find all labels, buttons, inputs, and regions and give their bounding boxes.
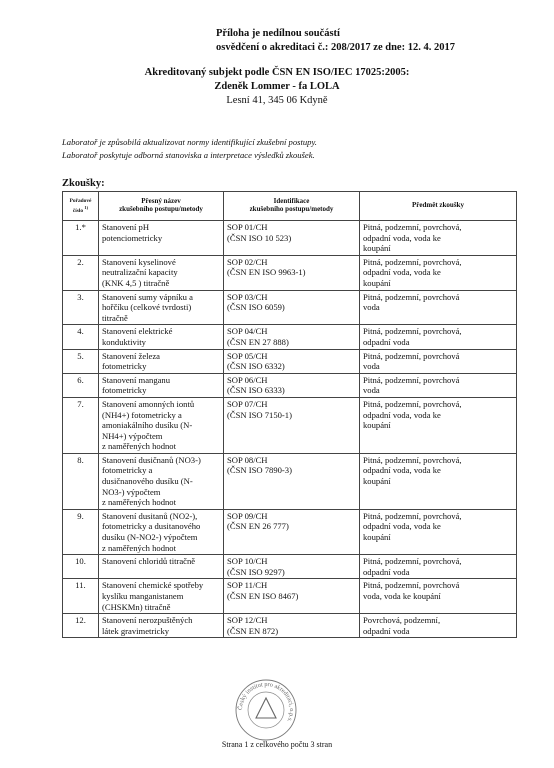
- cell-line: Pitná, podzemní, povrchová,: [363, 326, 462, 337]
- note-2: Laboratoř poskytuje odborná stanoviska a interpretace výsledků zkoušek.: [62, 150, 315, 160]
- test-subject-cell: [360, 614, 517, 638]
- test-subject-cell: [360, 397, 517, 453]
- cell-line: konduktivity: [102, 336, 146, 347]
- table-row: [63, 453, 517, 509]
- method-id-cell: [224, 555, 360, 579]
- cell-line: fotometricky: [102, 385, 147, 396]
- cell-line: Stanovení železa: [102, 350, 160, 361]
- table-row: [63, 255, 517, 290]
- table-row: [63, 579, 517, 614]
- method-id-cell: [224, 397, 360, 453]
- row-number: 10.: [63, 555, 99, 579]
- cell-line: látek gravimetricky: [102, 625, 170, 636]
- cell-line: (ČSN EN ISO 9963-1): [227, 267, 306, 278]
- subject-name: Zdeněk Lommer - fa LOLA: [214, 81, 340, 92]
- cell-line: Pitná, podzemní, povrchová: [363, 350, 460, 361]
- test-subject-cell: [360, 255, 517, 290]
- cell-line: odpadní voda: [363, 625, 410, 636]
- method-id-cell: [224, 614, 360, 638]
- row-number: 12.: [63, 614, 99, 638]
- cell-line: (ČSN EN 26 777): [227, 521, 289, 532]
- stamp-logo-icon: [256, 698, 276, 718]
- method-id-cell: [224, 453, 360, 509]
- header-number-line-1: Pořadové: [69, 198, 92, 204]
- row-number: 5.: [63, 349, 99, 373]
- cell-line: amoniakálního dusíku (N-: [102, 420, 193, 431]
- cell-line: SOP 04/CH: [227, 326, 268, 337]
- cell-line: SOP 08/CH: [227, 454, 268, 465]
- method-id-cell: [224, 579, 360, 614]
- cell-line: Stanovení elektrické: [102, 326, 173, 337]
- header-test-subject: Předmět zkoušky: [360, 192, 517, 221]
- cell-line: Pitná, podzemní, povrchová: [363, 374, 460, 385]
- cell-line: fotometricky: [102, 361, 147, 372]
- method-id-cell: [224, 509, 360, 554]
- table-row: [63, 290, 517, 325]
- method-id-cell: [224, 290, 360, 325]
- test-subject-cell: [360, 579, 517, 614]
- header-id-line-2: zkušebního postupu/metody: [249, 205, 334, 213]
- row-number: 7.: [63, 397, 99, 453]
- method-id-cell: [224, 255, 360, 290]
- method-name-cell: [99, 509, 224, 554]
- section-title: Zkoušky:: [62, 178, 105, 189]
- table-row: [63, 509, 517, 554]
- cell-line: voda: [363, 385, 380, 396]
- cell-line: odpadní voda, voda ke: [363, 232, 441, 243]
- method-name-cell: [99, 373, 224, 397]
- cell-line: dusičnanového dusíku (N-: [102, 476, 193, 487]
- cell-line: Pitná, podzemní, povrchová,: [363, 398, 462, 409]
- cell-line: SOP 10/CH: [227, 556, 268, 567]
- cell-line: koupání: [363, 243, 391, 254]
- cell-line: koupání: [363, 476, 391, 487]
- cell-line: z naměřených hodnot: [102, 441, 176, 452]
- table-row: [63, 555, 517, 579]
- row-number: 4.: [63, 325, 99, 349]
- cell-line: Stanovení manganu: [102, 374, 171, 385]
- cell-line: Stanovení pH: [102, 222, 150, 232]
- accredited-subject: [0, 66, 554, 108]
- cell-line: koupání: [363, 532, 391, 543]
- test-subject-cell: [360, 373, 517, 397]
- note-1: Laboratoř je způsobilá aktualizovat normy identifikující zkušební postupy.: [62, 137, 317, 147]
- cell-line: SOP 07/CH: [227, 398, 268, 409]
- accreditation-stamp: [234, 678, 298, 742]
- cell-line: neutralizační kapacity: [102, 267, 178, 278]
- row-number: 1.*: [63, 221, 99, 256]
- test-subject-cell: [360, 349, 517, 373]
- cell-line: odpadní voda, voda ke: [363, 267, 441, 278]
- cell-line: Stanovení nerozpuštěných: [102, 615, 193, 626]
- test-subject-cell: [360, 325, 517, 349]
- method-name-cell: [99, 290, 224, 325]
- cell-line: Pitná, podzemní, povrchová,: [363, 222, 462, 232]
- method-name-cell: [99, 349, 224, 373]
- row-number: 6.: [63, 373, 99, 397]
- header-id-line-1: Identifikace: [273, 197, 310, 206]
- method-name-cell: [99, 453, 224, 509]
- page-footer: Strana 1 z celkového počtu 3 stran: [221, 740, 333, 749]
- test-subject-cell: [360, 555, 517, 579]
- method-name-cell: [99, 221, 224, 256]
- cell-line: odpadní voda: [363, 336, 410, 347]
- cell-line: (ČSN ISO 6332): [227, 361, 285, 372]
- cell-line: (ČSN ISO 6059): [227, 302, 285, 313]
- document-header: [216, 27, 516, 55]
- cell-line: koupání: [363, 277, 391, 288]
- cell-line: (ČSN ISO 6333): [227, 385, 285, 396]
- cell-line: (NH4+) fotometricky a: [102, 409, 182, 420]
- cell-line: SOP 05/CH: [227, 350, 268, 361]
- cell-line: kyslíku manganistanem: [102, 591, 184, 601]
- cell-line: fotometricky a dusitanového: [102, 521, 201, 532]
- cell-line: Stanovení kyselinové: [102, 256, 176, 267]
- cell-line: SOP 02/CH: [227, 256, 268, 267]
- cell-line: Pitná, podzemní, povrchová,: [363, 510, 462, 521]
- cell-line: Povrchová, podzemní,: [363, 615, 441, 626]
- row-number: 8.: [63, 453, 99, 509]
- cell-line: odpadní voda, voda ke: [363, 521, 441, 532]
- cell-line: odpadní voda: [363, 566, 410, 577]
- cell-line: (ČSN EN 872): [227, 625, 279, 636]
- cell-line: dusíku (N-NO2-) výpočtem: [102, 532, 198, 543]
- cell-line: (ČSN EN 27 888): [227, 336, 289, 347]
- cell-line: (ČSN ISO 10 523): [227, 232, 292, 243]
- cell-line: Stanovení chemické spotřeby: [102, 580, 204, 591]
- cell-line: Stanovení chloridů titračně: [102, 556, 196, 567]
- method-id-cell: [224, 349, 360, 373]
- cell-line: voda: [363, 361, 380, 372]
- cell-line: (ČSN ISO 7890-3): [227, 465, 292, 476]
- method-name-cell: [99, 579, 224, 614]
- table-row: [63, 349, 517, 373]
- cell-line: Pitná, podzemní, povrchová,: [363, 454, 462, 465]
- cell-line: z naměřených hodnot: [102, 497, 176, 508]
- table-row: [63, 614, 517, 638]
- cell-line: SOP 01/CH: [227, 222, 268, 232]
- header-number: [63, 192, 99, 221]
- header-number-line-2: číslo: [72, 207, 84, 214]
- test-subject-cell: [360, 221, 517, 256]
- cell-line: potenciometricky: [102, 232, 163, 243]
- header-method-id: [224, 192, 360, 221]
- table-row: [63, 325, 517, 349]
- header-method-name: [99, 192, 224, 221]
- cell-line: fotometricky a: [102, 465, 153, 476]
- header-line-2: osvědčení o akreditaci č.: 208/2017 ze dne: 12. 4. 2017: [216, 42, 455, 53]
- test-subject-cell: [360, 290, 517, 325]
- cell-line: voda: [363, 302, 380, 313]
- cell-line: NH4+) výpočtem: [102, 430, 163, 441]
- method-name-cell: [99, 555, 224, 579]
- cell-line: koupání: [363, 420, 391, 431]
- cell-line: (ČSN ISO 9297): [227, 566, 285, 577]
- row-number: 11.: [63, 579, 99, 614]
- header-line-1: Příloha je nedílnou součástí: [216, 28, 340, 39]
- cell-line: odpadní voda, voda ke: [363, 465, 441, 476]
- cell-line: Stanovení dusitanů (NO2-),: [102, 510, 198, 521]
- notes: [62, 136, 317, 162]
- method-id-cell: [224, 325, 360, 349]
- method-name-cell: [99, 255, 224, 290]
- cell-line: NO3-) výpočtem: [102, 486, 161, 497]
- cell-line: Pitná, podzemní, povrchová,: [363, 256, 462, 267]
- method-name-cell: [99, 397, 224, 453]
- method-name-cell: [99, 614, 224, 638]
- cell-line: Stanovení dusičnanů (NO3-): [102, 454, 201, 465]
- table-row: [63, 221, 517, 256]
- cell-line: Stanovení sumy vápníku a: [102, 291, 193, 302]
- cell-line: odpadní voda, voda ke: [363, 409, 441, 420]
- cell-line: z naměřených hodnot: [102, 542, 176, 553]
- subject-address: Lesní 41, 345 06 Kdyně: [226, 95, 328, 106]
- cell-line: (ČSN EN ISO 8467): [227, 591, 299, 601]
- row-number: 9.: [63, 509, 99, 554]
- row-number: 3.: [63, 290, 99, 325]
- stamp-text: Český institut pro akreditaci, o.p.s.: [236, 680, 296, 724]
- cell-line: SOP 11/CH: [227, 580, 268, 591]
- cell-line: hořčíku (celkové tvrdosti): [102, 302, 192, 313]
- cell-line: SOP 12/CH: [227, 615, 268, 626]
- row-number: 2.: [63, 255, 99, 290]
- cell-line: (ČSN ISO 7150-1): [227, 409, 292, 420]
- test-subject-cell: [360, 453, 517, 509]
- table-header-row: [63, 192, 517, 221]
- cell-line: Pitná, podzemní, povrchová: [363, 580, 460, 591]
- cell-line: SOP 06/CH: [227, 374, 268, 385]
- cell-line: SOP 03/CH: [227, 291, 268, 302]
- cell-line: Pitná, podzemní, povrchová: [363, 291, 460, 302]
- subject-standard: Akreditovaný subjekt podle ČSN EN ISO/IEC 17025:2005:: [144, 67, 410, 78]
- table-row: [63, 373, 517, 397]
- cell-line: (CHSKMn) titračně: [102, 601, 171, 612]
- cell-line: voda, voda ke koupání: [363, 591, 441, 601]
- cell-line: Pitná, podzemní, povrchová,: [363, 556, 462, 567]
- cell-line: (KNK 4,5 ) titračně: [102, 277, 170, 288]
- test-subject-cell: [360, 509, 517, 554]
- method-name-cell: [99, 325, 224, 349]
- cell-line: titračně: [102, 312, 128, 323]
- header-name-line-1: Přesný název: [141, 197, 181, 206]
- method-id-cell: [224, 221, 360, 256]
- cell-line: SOP 09/CH: [227, 510, 268, 521]
- cell-line: Stanovení amonných iontů: [102, 398, 195, 409]
- header-name-line-2: zkušebního postupu/metody: [119, 205, 203, 213]
- tests-table: [62, 191, 517, 638]
- method-id-cell: [224, 373, 360, 397]
- table-row: [63, 397, 517, 453]
- header-number-footnote: 1): [84, 204, 89, 210]
